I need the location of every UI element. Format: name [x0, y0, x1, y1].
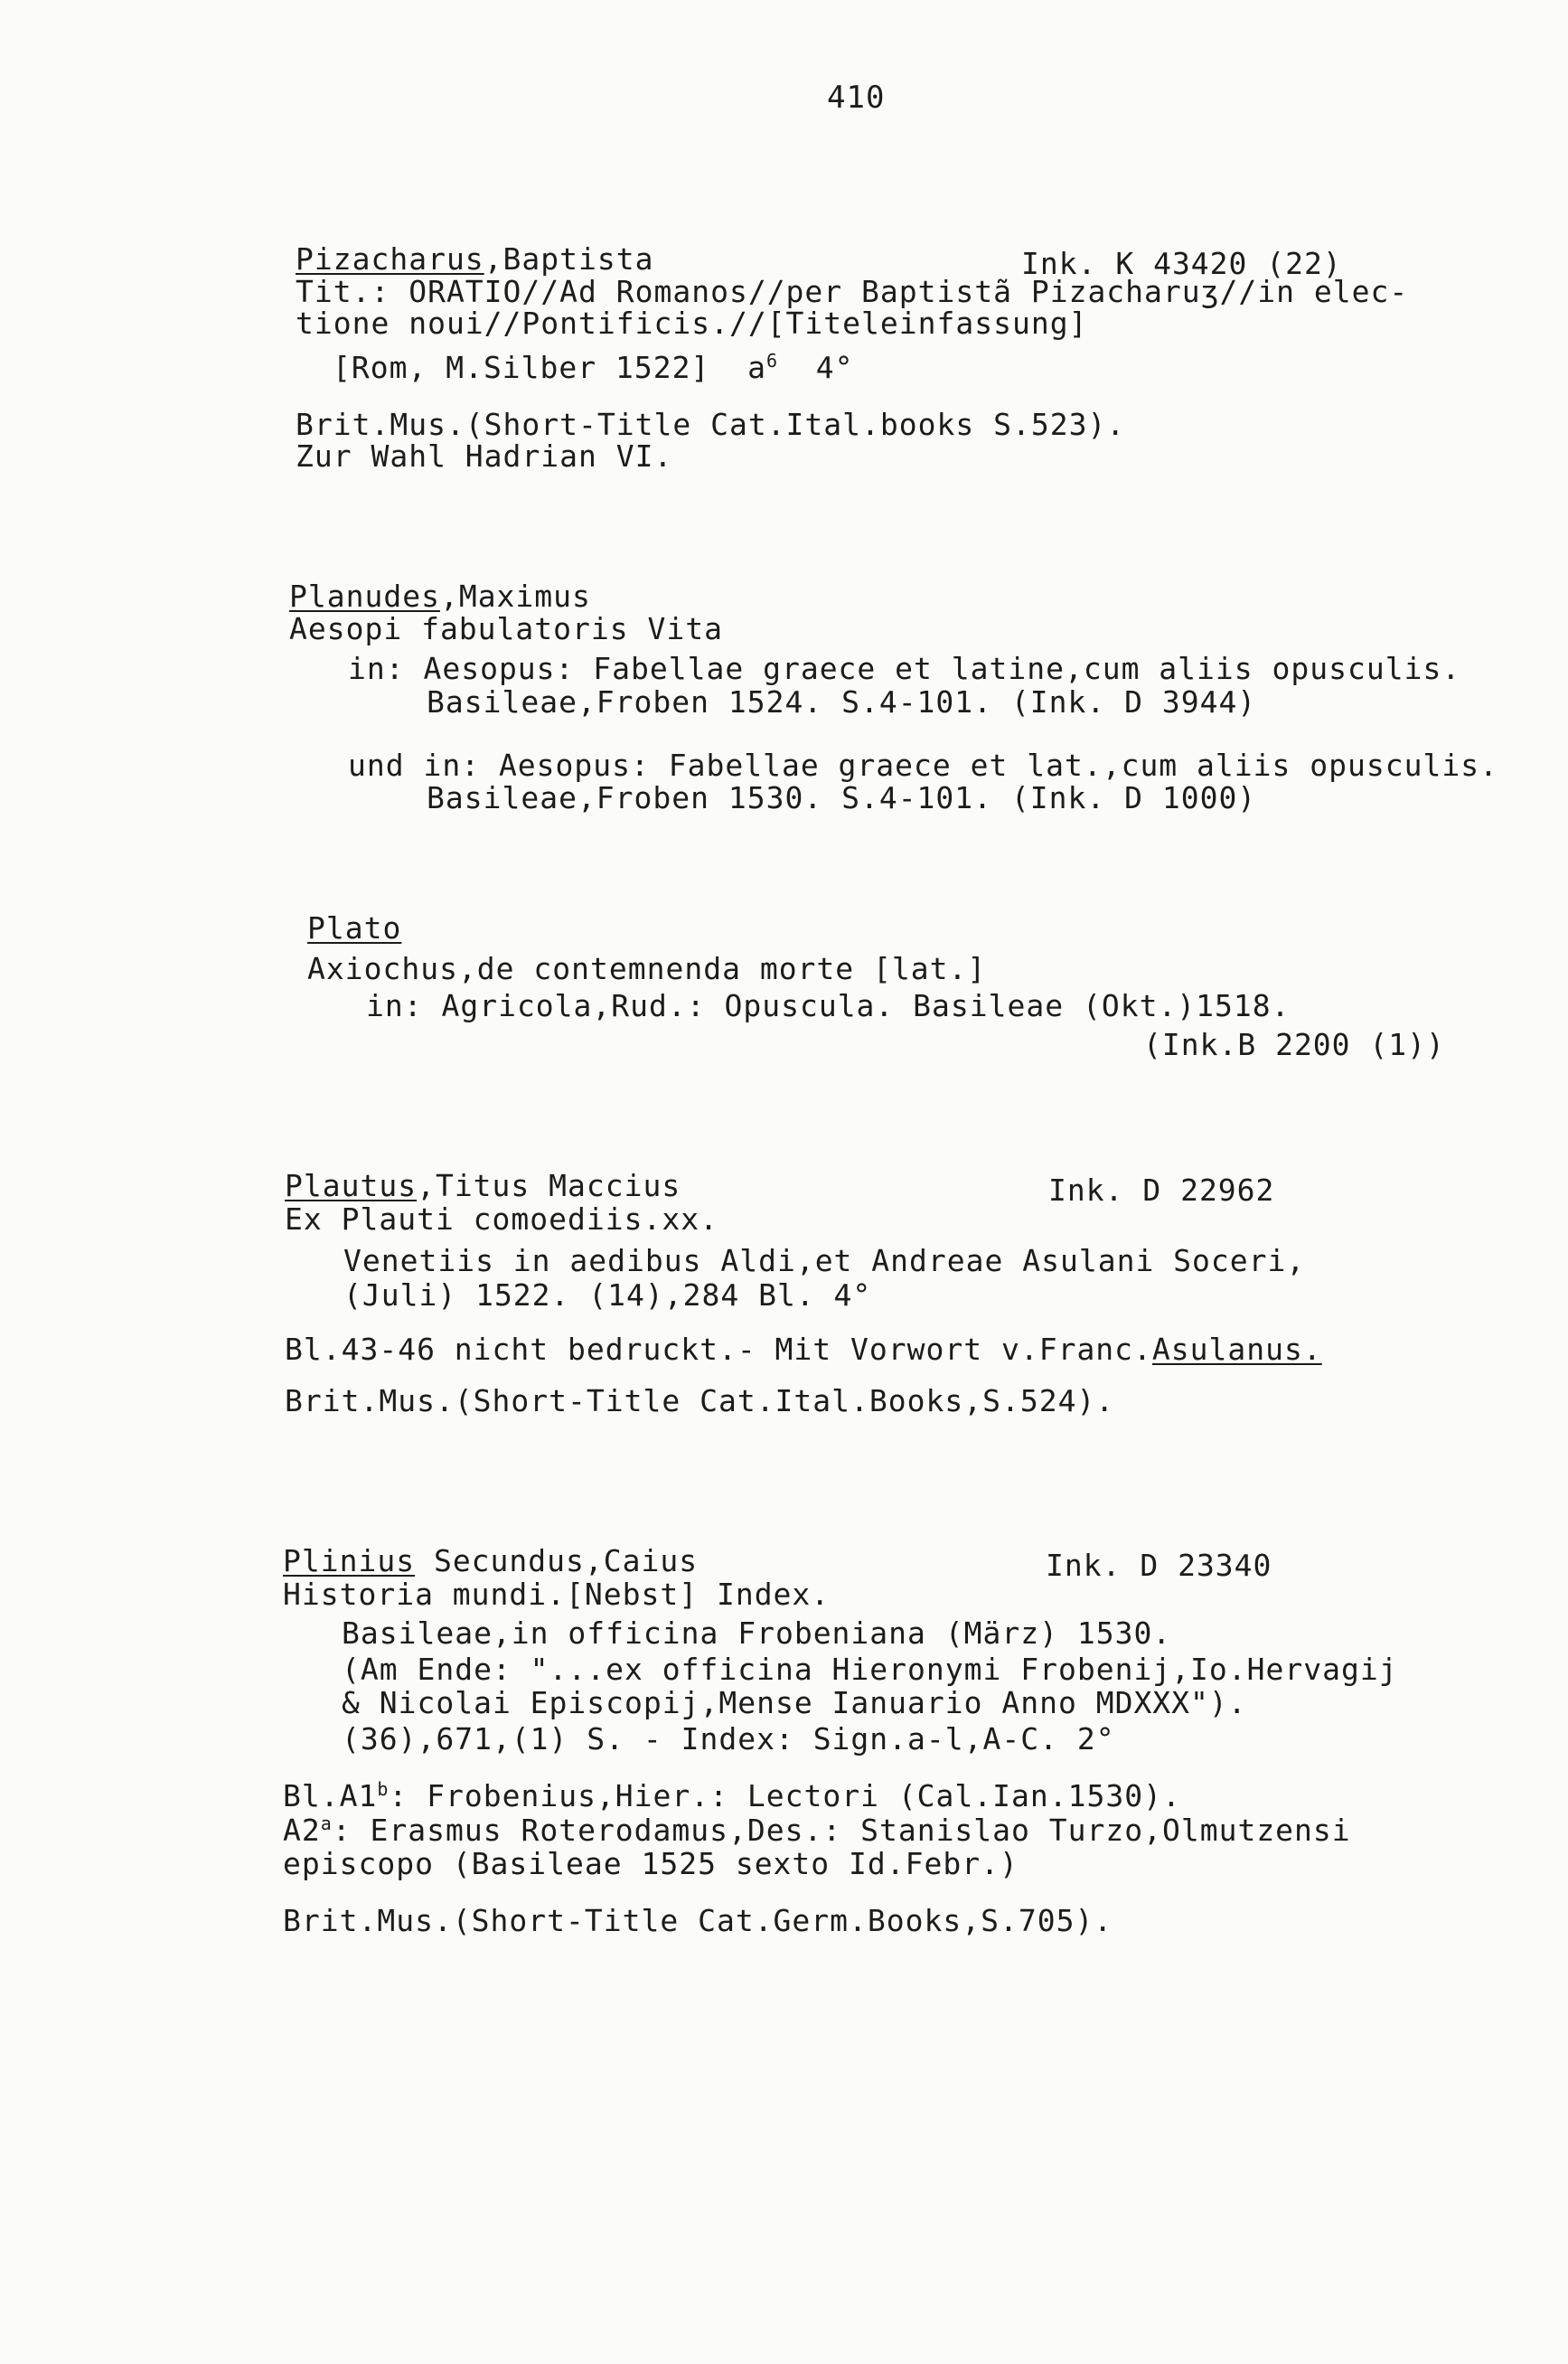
source-line: in: Agricola,Rud.: Opuscula. Basileae (Okt.)1518. — [366, 988, 1291, 1023]
title-line: Historia mundi.[Nebst] Index. — [283, 1577, 831, 1612]
source-line: Basileae,Froben 1530. S.4-101. (Ink. D 1000) — [427, 780, 1257, 815]
reference-line: Brit.Mus.(Short-Title Cat.Ital.Books,S.524). — [285, 1383, 1115, 1418]
title-line: Tit.: ORATIO//Ad Romanos//per Baptistã Pizacharuʒ//in elec- — [296, 274, 1409, 309]
title-line: Axiochus,de contemnenda morte [lat.] — [307, 951, 987, 986]
author-name: Plinius — [283, 1543, 416, 1578]
note-text: Bl.43-46 nicht bedruckt.- Mit Vorwort v.Franc. — [285, 1332, 1152, 1367]
imprint-line: (Am Ende: "...ex officina Hieronymi Frobenij,Io.Hervagij — [342, 1652, 1398, 1687]
author-name: Plautus — [285, 1168, 418, 1203]
entry-heading — [285, 1168, 681, 1203]
note-text: : Frobenius,Hier.: Lectori (Cal.Ian.1530). — [389, 1778, 1181, 1813]
imprint: [Rom, M.Silber 1522] — [333, 350, 710, 385]
leaf-ref: A2 — [283, 1813, 321, 1848]
shelfmark: Ink. D 23340 — [1046, 1548, 1272, 1583]
format: 4° — [815, 350, 854, 385]
title-line: Aesopi fabulatoris Vita — [289, 611, 723, 646]
imprint-line: Basileae,in officina Frobeniana (März) 1530. — [342, 1615, 1172, 1651]
collation: a — [747, 350, 766, 385]
note-line — [283, 1778, 1181, 1813]
leaf-ref-sup: b — [377, 1778, 390, 1800]
imprint-line: Venetiis in aedibus Aldi,et Andreae Asulani Soceri, — [343, 1243, 1306, 1278]
shelfmark: (Ink.B 2200 (1)) — [1143, 1027, 1445, 1062]
leaf-ref-sup: a — [320, 1813, 333, 1834]
imprint-line: (Juli) 1522. (14),284 Bl. 4° — [343, 1277, 872, 1313]
author-forename: Secundus,Caius — [415, 1543, 699, 1578]
author-name: Plato — [307, 910, 402, 946]
imprint-line: & Nicolai Episcopij,Mense Ianuario Anno MDXXX"). — [342, 1685, 1247, 1720]
page-number: 410 — [827, 80, 886, 116]
title-line: tione noui//Pontificis.//[Titeleinfassung] — [296, 306, 1088, 341]
entry-heading — [296, 241, 654, 277]
title-line: Ex Plauti comoediis.xx. — [285, 1201, 718, 1237]
shelfmark: Ink. D 22962 — [1048, 1173, 1275, 1208]
source-line: und in: Aesopus: Fabellae graece et lat.,cum aliis opusculis. — [348, 748, 1498, 783]
entry-heading — [283, 1543, 699, 1578]
editor-name: Asulanus. — [1151, 1332, 1322, 1367]
author-name: Pizacharus — [296, 241, 484, 277]
collation-sup: 6 — [765, 350, 779, 372]
source-line: in: Aesopus: Fabellae graece et latine,cum aliis opusculis. — [348, 651, 1461, 686]
imprint-line — [333, 350, 854, 385]
author-forename: ,Titus Maccius — [417, 1168, 681, 1203]
reference-line: Brit.Mus.(Short-Title Cat.Ital.books S.523). — [296, 407, 1126, 442]
source-line: Basileae,Froben 1524. S.4-101. (Ink. D 3944) — [427, 684, 1257, 720]
note-line — [285, 1332, 1322, 1367]
author-name: Planudes — [289, 579, 440, 614]
entry-heading — [307, 910, 402, 946]
author-forename: ,Baptista — [484, 241, 654, 277]
entry-heading — [289, 579, 591, 614]
reference-line: Brit.Mus.(Short-Title Cat.Germ.Books,S.705). — [283, 1903, 1113, 1938]
note-line: episcopo (Basileae 1525 sexto Id.Febr.) — [283, 1846, 1019, 1881]
leaf-ref: Bl.A1 — [283, 1778, 378, 1813]
note-line — [283, 1813, 1351, 1848]
collation-line: (36),671,(1) S. - Index: Sign.a-l,A-C. 2° — [342, 1721, 1115, 1757]
author-forename: ,Maximus — [439, 579, 591, 614]
note-line: Zur Wahl Hadrian VI. — [296, 438, 673, 474]
shelfmark: Ink. K 43420 (22) — [1021, 246, 1342, 281]
note-text: : Erasmus Roterodamus,Des.: Stanislao Turzo,Olmutzensi — [332, 1813, 1351, 1848]
